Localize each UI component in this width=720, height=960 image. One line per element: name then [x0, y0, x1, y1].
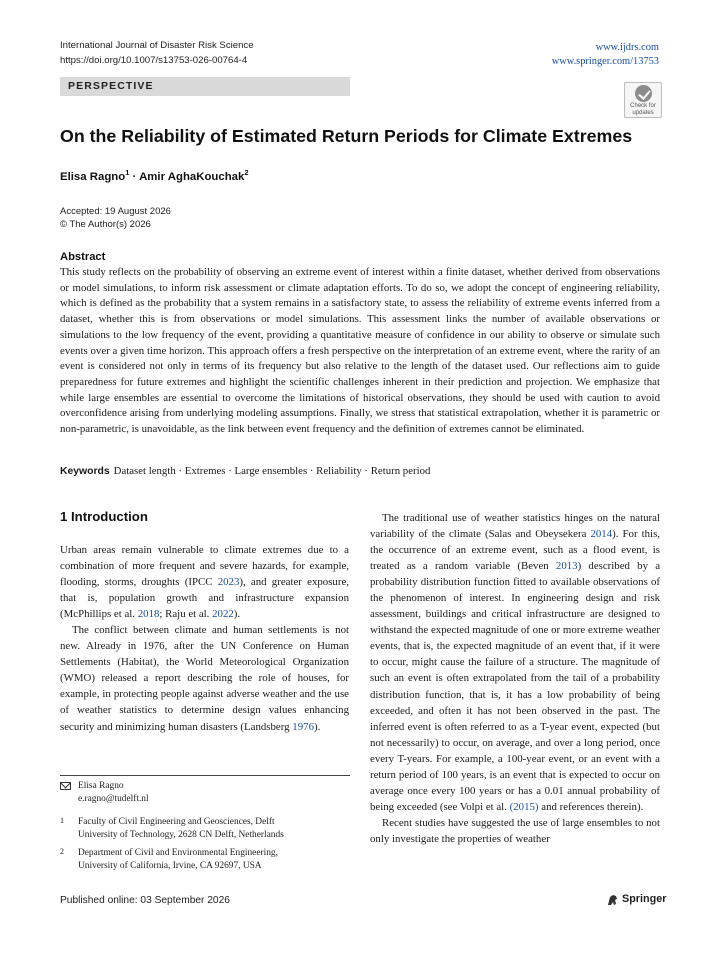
article-title: On the Reliability of Estimated Return Periods for Climate Extremes [60, 126, 633, 146]
citation-link[interactable]: 2014 [590, 528, 613, 541]
keywords [60, 465, 660, 477]
paragraph: The traditional use of weather statistics hinges on the natural variability of the climate (Salas and Obeysekera 2014). For this, the occurrence of an extreme event, such as a flood event, is treated as a random variable (Beven 2013) described by a probability distribution function fitted to available observations of the phenomenon of interest. In engineering design and risk assessment, buildings and critical infrastructure are designed to withstand the expected magnitude of one or more extreme weather events, that is, the expected magnitude of an event that, if it were to occur, might cause the failure of a structure. The magnitude of such an event is often extrapolated from the tail of a probability distribution function, that is, it has a low probability of being exceeded, and often it has not been observed in the past. The inferred event is often referred to as a T-year event, expected (but not necessarily) to occur, on average, and over a long period, once every T-years. For example, a 100-year event, or an event with a return period of 100 years, is an event that is expected to occur on average once every 100 years or has a 0.01 annual probability of being exceeded (see Volpi et al. (2015) and references therein). [370, 512, 661, 813]
doi-link[interactable]: https://doi.org/10.1007/s13753-026-00764-4 [60, 55, 248, 66]
published-date: Published online: 03 September 2026 [60, 895, 230, 906]
footnote-divider [60, 775, 350, 776]
publisher-logo-text: Springer [622, 893, 667, 905]
check-for-updates-badge[interactable] [624, 82, 662, 118]
citation-link[interactable]: (2015) [509, 800, 539, 813]
section-heading-introduction: 1 Introduction [60, 509, 148, 524]
body-column-right [370, 510, 660, 847]
affiliation-marker: 2 [244, 168, 249, 177]
citation-link[interactable]: 2013 [555, 560, 578, 573]
paragraph: The conflict between climate and human settlements is not new. Already in 1976, after the UN Conference on Human Settlements (Habitat), the World Meteorological Organization (WMO) released a report describing the role of houses, for example, in protecting people against adverse weather and the use of weather statistics to determine design values enhancing security and minimizing human disasters (Landsberg 1976). [60, 624, 349, 733]
author-list [60, 168, 249, 183]
springer-horse-icon [606, 894, 619, 907]
footnote-number: 2 [60, 847, 64, 856]
envelope-icon [60, 782, 71, 790]
affiliation-1: Faculty of Civil Engineering and Geosciences, Delft University of Technology, 2628 CN Delft, Netherlands [78, 817, 284, 840]
corresponding-author [78, 780, 149, 805]
article-dates [60, 206, 171, 231]
paragraph: Recent studies have suggested the use of large ensembles to not only investigate the properties of weather [370, 816, 660, 845]
check-updates-icon [635, 85, 652, 102]
journal-name: International Journal of Disaster Risk Science [60, 40, 254, 51]
journal-links [552, 41, 659, 69]
citation-link[interactable]: 2022 [212, 608, 234, 621]
paragraph: Urban areas remain vulnerable to climate extremes due to a combination of more frequent and severe hazards, for example, flooding, storms, droughts (IPCC 2023), and greater exposure, that is, population growth and infrastructure expansion (McPhillips et al. 2018; Raju et al. 2022). [60, 544, 349, 621]
keywords-label: Keywords [60, 466, 110, 477]
citation-link[interactable]: 2018 [137, 608, 160, 621]
keywords-list: Dataset length · Extremes · Large ensembles · Reliability · Return period [113, 465, 431, 477]
affiliation-marker: 1 [125, 168, 130, 177]
abstract-text: This study reflects on the probability of observing an extreme event of interest within a finite dataset, whether derived from observations or model simulations, to inform risk assessment or climate adaptation efforts. To do so, we adopt the concept of engineering reliability, which is defined as the probability that a system remains in a satisfactory state, to assess the reliability of extreme events inferred from a dataset, whether this is from observations or model simulations. This assessment links the number of available observations or simulations to the low frequency of the event, providing a quantitative measure of confidence in our ability to observe or simulate such events over a given time horizon. This approach offers a fresh perspective on the interpretation of an extreme event, where the rarity of an event is considered not only in terms of its frequency but also relative to the length of the dataset used. Our reflections aim to guide preparedness for future extremes and highlight the scientific challenges inherent in their prediction and projection. We emphasize that while large ensembles are essential to overcome the limitations of historical observations, they should be used with caution to avoid overconfidence arising from underlying modeling assumptions. Finally, we stress that statistical extrapolation, whether it is parametric or non-parametric, is unavoidable, as the link between event frequency and the definition of extremes cannot be eliminated. [60, 266, 660, 436]
author-name[interactable]: Amir AghaKouchak [139, 170, 245, 183]
article-type-bar [60, 77, 350, 96]
affiliation-2: Department of Civil and Environmental Engineering, University of California, Irvine, CA 92697, USA [78, 848, 278, 871]
springer-url-link[interactable]: www.springer.com/13753 [551, 56, 659, 67]
author-name[interactable]: Elisa Ragno [60, 170, 126, 183]
journal-header [60, 38, 254, 68]
abstract-heading: Abstract [60, 251, 106, 263]
body-column-left [60, 542, 349, 735]
article-type-label: PERSPECTIVE [68, 80, 154, 92]
author-separator: · [129, 170, 140, 183]
accepted-date: Accepted: 19 August 2026 [60, 206, 171, 217]
copyright-line: © The Author(s) 2026 [60, 218, 151, 230]
contact-name: Elisa Ragno [78, 781, 124, 791]
footnote-number: 1 [60, 816, 64, 825]
citation-link[interactable]: 2023 [217, 576, 240, 589]
journal-url-link[interactable]: www.ijdrs.com [595, 42, 659, 53]
citation-link[interactable]: 1976 [292, 720, 314, 733]
check-updates-label: Check for updates [630, 103, 656, 116]
contact-email-link[interactable]: e.ragno@tudelft.nl [78, 793, 149, 804]
